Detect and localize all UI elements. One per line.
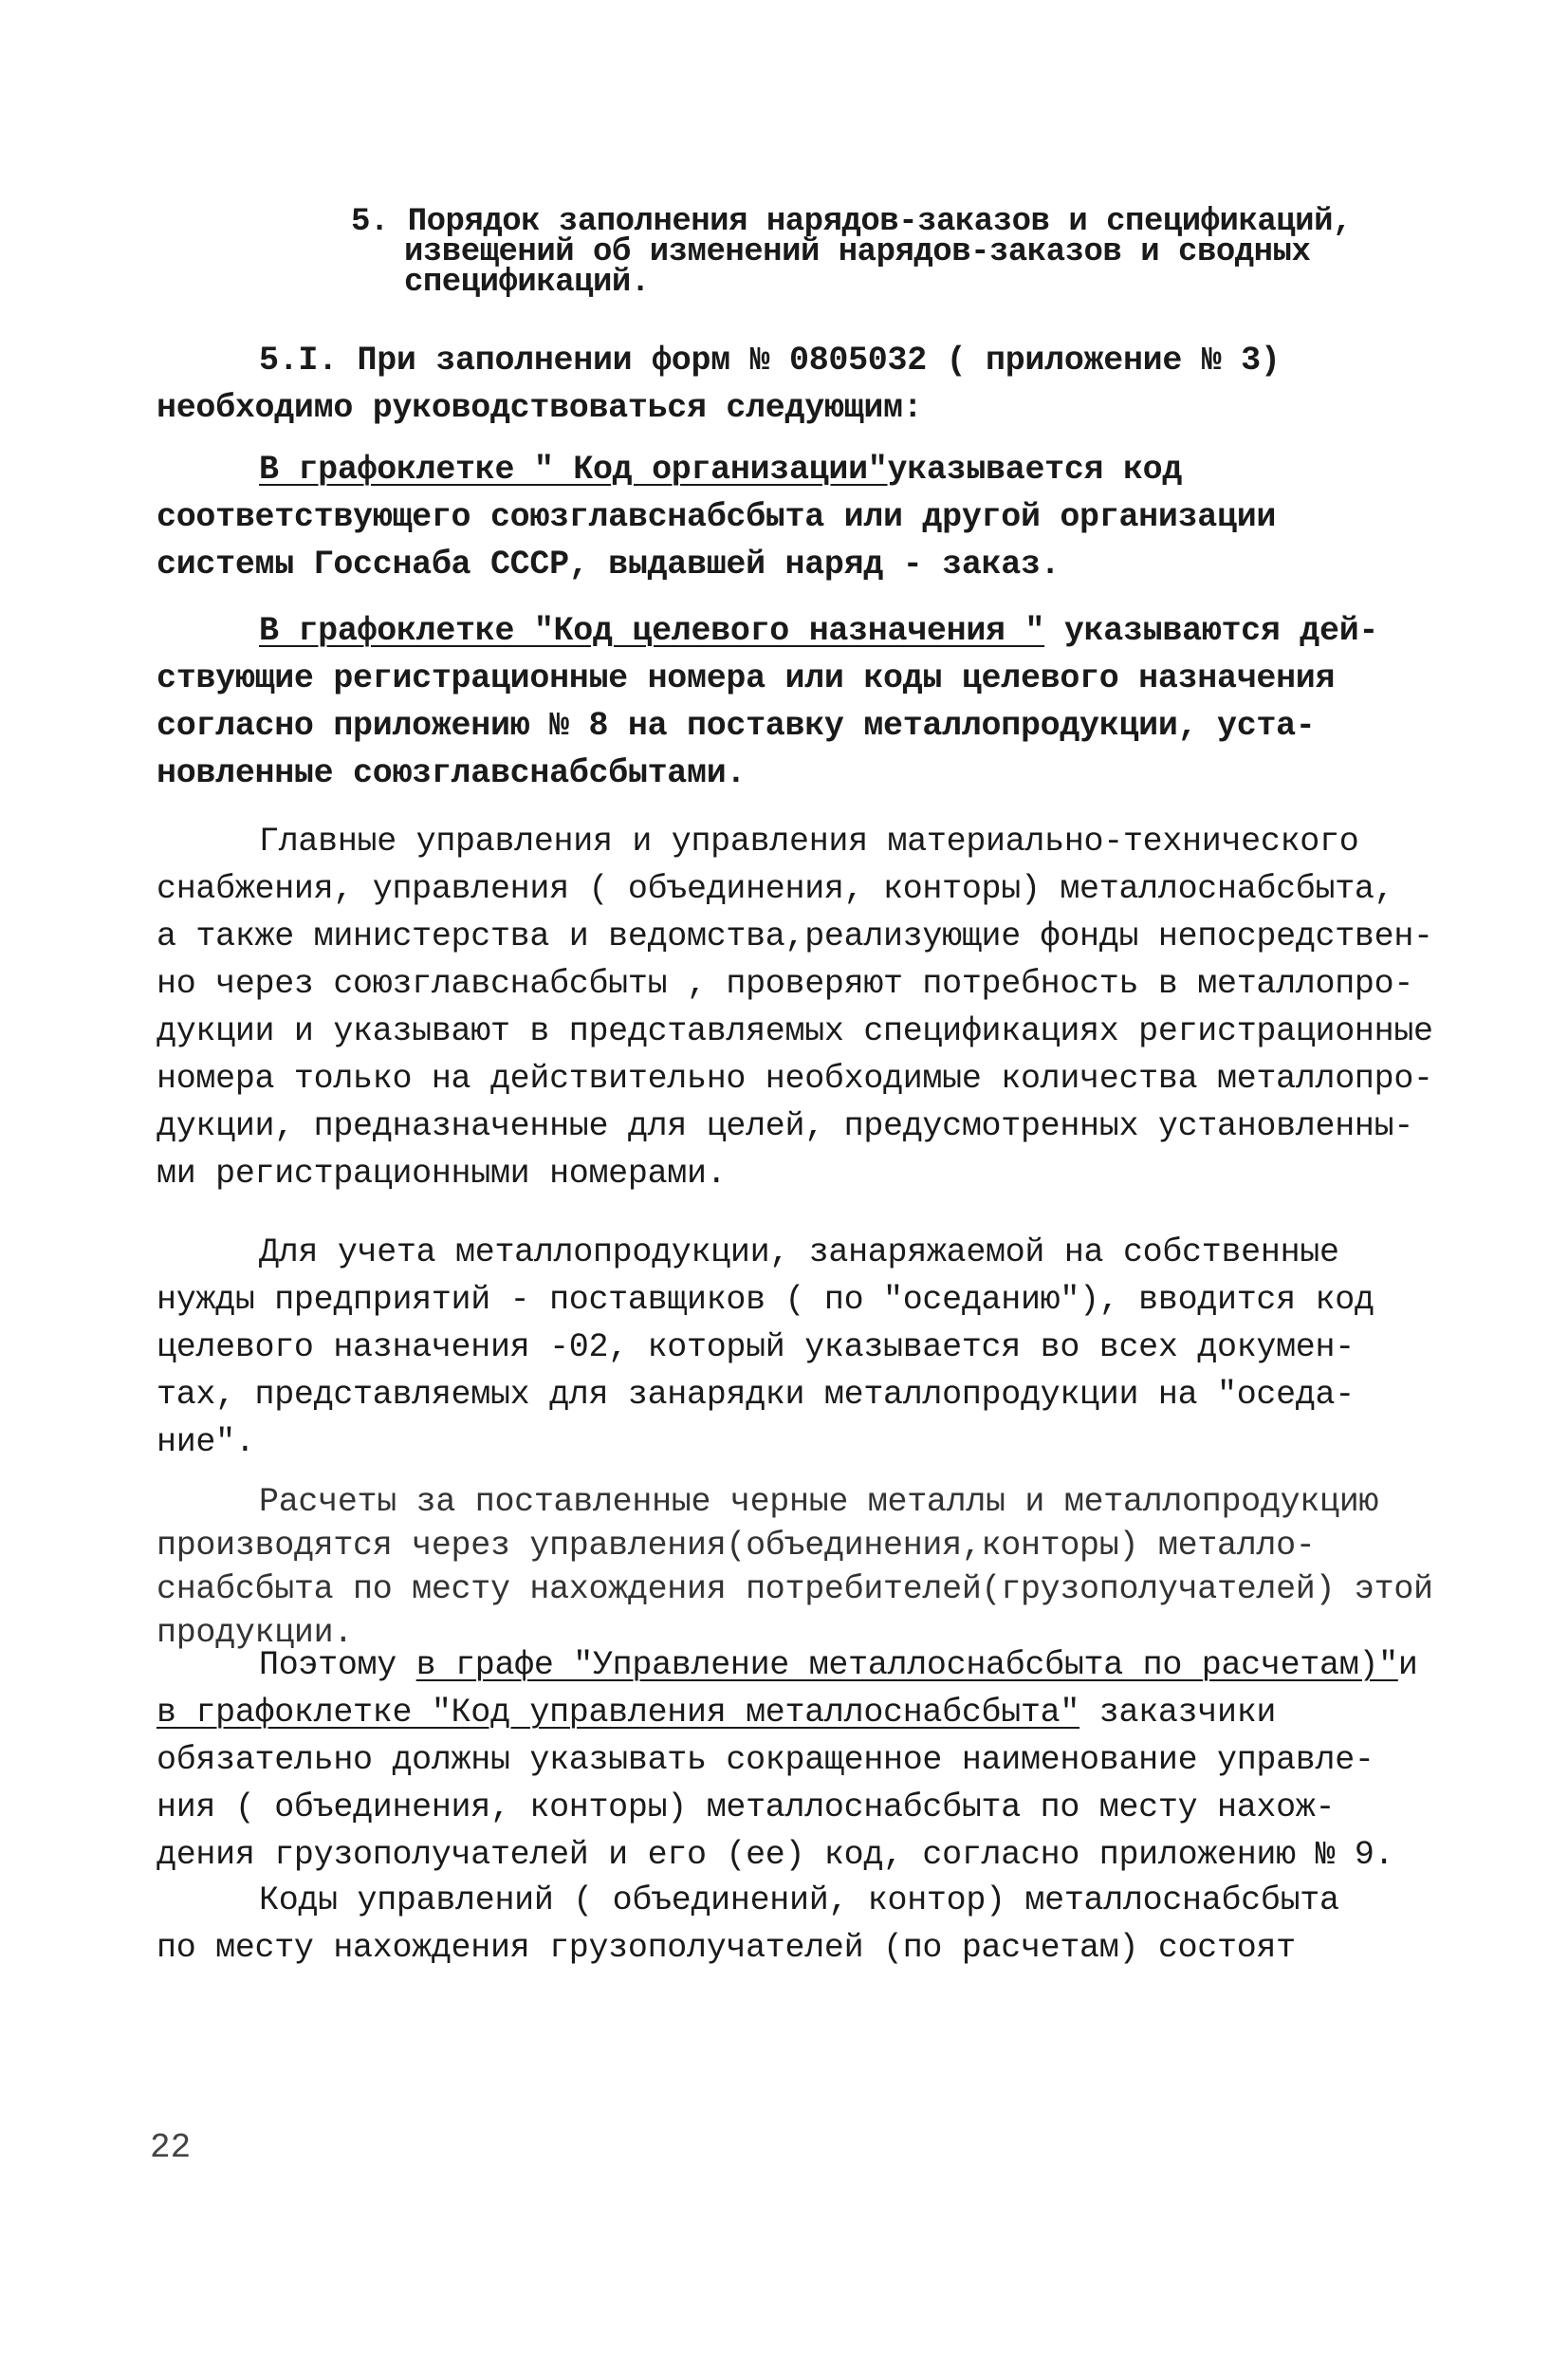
paragraph-line: тах, представляемых для занарядки металлопродукции на "оседа- — [157, 1376, 1355, 1414]
paragraph-line: номера только на действительно необходимые количества металлопро- — [157, 1060, 1433, 1098]
item-purpose-code-line: новленные союзглавснабсбытами. — [157, 754, 747, 792]
paragraph-line: снабжения, управления ( объединения, конторы) металлоснабсбыта, — [157, 870, 1394, 908]
field-ref-admin-code: в графоклетке "Код управления металлоснабсбыта" — [157, 1694, 1080, 1732]
item-purpose-code-line — [157, 607, 1447, 655]
paragraph-line: обязательно должны указывать сокращенное наименование управле- — [157, 1741, 1374, 1779]
section-heading-line: извещений об изменений нарядов-заказов и сводных — [404, 234, 1311, 270]
subsection-intro — [157, 337, 1447, 432]
page-number: 22 — [150, 2128, 192, 2167]
paragraph-line: дукции и указывают в представляемых спецификациях регистрационные — [157, 1012, 1433, 1050]
paragraph-line: а также министерства и ведомства,реализующие фонды непосредствен- — [157, 917, 1433, 955]
section-heading — [351, 204, 1413, 301]
org-code-text: указывается код — [887, 451, 1183, 489]
paragraph-therefore — [157, 1641, 1447, 1879]
paragraph-line — [157, 1641, 1447, 1689]
item-purpose-code-line: согласно приложению № 8 на поставку металлопродукции, уста- — [157, 707, 1316, 745]
subsection-line: необходимо руководствоваться следующим: — [157, 389, 923, 427]
paragraph-line: производятся через управления(объединения,конторы) металло- — [157, 1527, 1316, 1565]
paragraph-codes — [157, 1877, 1447, 1972]
paragraph-line: целевого назначения -02, который указывается во всех докумен- — [157, 1328, 1355, 1366]
paragraph-payments — [157, 1480, 1447, 1655]
paragraph-line: снабсбыта по месту нахождения потребителей(грузополучателей) этой — [157, 1570, 1433, 1608]
paragraph-line — [157, 1689, 1447, 1736]
purpose-code-field-ref: В графоклетке "Код целевого назначения " — [259, 612, 1045, 650]
purpose-code-text: указываются дей- — [1044, 612, 1379, 650]
item-purpose-code — [157, 607, 1447, 797]
paragraph-line: но через союзглавснабсбыты , проверяют потребность в металлопро- — [157, 965, 1414, 1003]
paragraph-own-needs — [157, 1229, 1447, 1466]
paragraph-line: дукции, предназначенные для целей, предусмотренных установленны- — [157, 1107, 1414, 1145]
paragraph-line: продукции. — [157, 1614, 354, 1652]
item-org-code-line — [157, 446, 1447, 493]
column-ref-admin: в графе "Управление металлоснабсбыта по расчетам)" — [415, 1646, 1398, 1684]
item-org-code-line: системы Госснаба СССР, выдавшей наряд - заказ. — [157, 546, 1061, 584]
paragraph-line: по месту нахождения грузополучателей (по расчетам) состоят — [157, 1929, 1296, 1967]
paragraph-line: Расчеты за поставленные черные металлы и металлопродукцию — [259, 1483, 1379, 1521]
paragraph-line: Коды управлений ( объединений, контор) металлоснабсбыта — [259, 1881, 1339, 1919]
item-org-code-line: соответствующего союзглавснабсбыта или другой организации — [157, 498, 1277, 536]
paragraph-line: ния ( объединения, конторы) металлоснабсбыта по месту нахож- — [157, 1788, 1336, 1826]
paragraph-main-admin — [157, 818, 1447, 1197]
item-org-code — [157, 446, 1447, 588]
paragraph-line: Для учета металлопродукции, занаряжаемой на собственные — [259, 1233, 1339, 1271]
therefore-mid: и — [1397, 1646, 1418, 1684]
therefore-start: Поэтому — [259, 1646, 416, 1684]
paragraph-line: нужды предприятий - поставщиков ( по "оседанию"), вводится код — [157, 1281, 1374, 1319]
therefore-rest: заказчики — [1079, 1694, 1277, 1732]
section-heading-line: спецификаций. — [404, 265, 650, 301]
org-code-field-ref: В графоклетке " Код организации" — [259, 451, 888, 489]
paragraph-line: ние". — [157, 1423, 255, 1461]
item-purpose-code-line: ствующие регистрационные номера или коды целевого назначения — [157, 659, 1336, 697]
paragraph-line: дения грузополучателей и его (ее) код, согласно приложению № 9. — [157, 1836, 1394, 1874]
paragraph-line: ми регистрационными номерами. — [157, 1155, 727, 1193]
subsection-line: 5.I. При заполнении форм № 0805032 ( приложение № 3) — [259, 342, 1281, 380]
paragraph-line: Главные управления и управления материально-технического — [259, 823, 1359, 861]
section-heading-line: 5. Порядок заполнения нарядов-заказов и спецификаций, — [351, 204, 1352, 240]
